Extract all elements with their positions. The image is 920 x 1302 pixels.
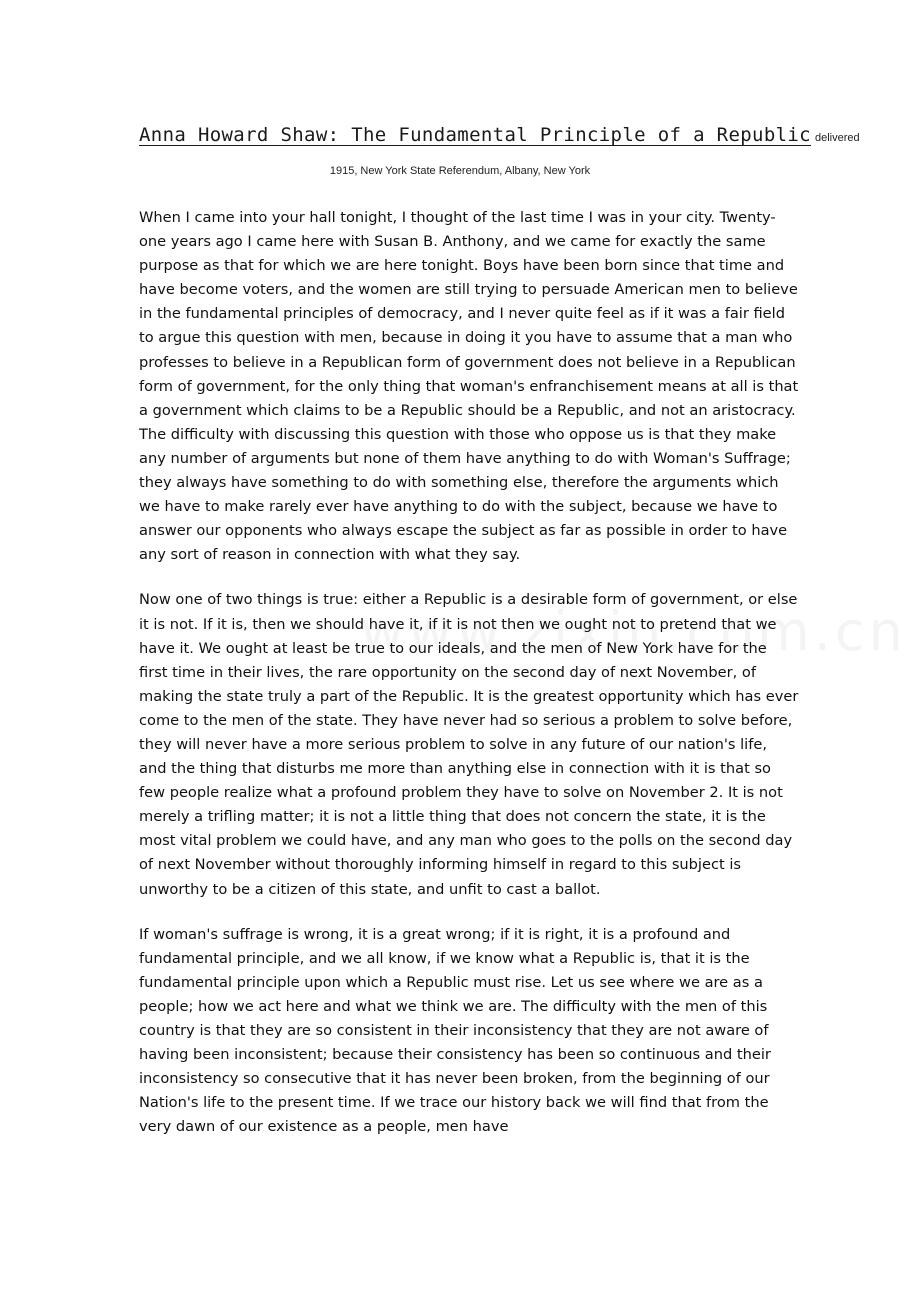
title-suffix: delivered xyxy=(814,132,860,144)
document-subtitle: 1915, New York State Referendum, Albany, New York xyxy=(329,165,591,177)
paragraph: When I came into your hall tonight, I thought of the last time I was in your city. Twenty-one years ago I came here with Susan B. Anthony, and we came for exactly the same purpose as that for which we are here tonight. Boys have been born since that time and have become voters, and the women are still trying to persuade American men to believe in the fundamental principles of democracy, and I never quite feel as if it was a fair field to argue this question with men, because in doing it you have to assume that a man who professes to believe in a Republican form of government does not believe in a Republican form of government, for the only thing that woman's enfranchisement means at all is that a government which claims to be a Republic should be a Republic, and not an aristocracy. The difficulty with discussing this question with those who oppose us is that they make any number of arguments but none of them have anything to do with Woman's Suffrage; they always have something to do with something else, therefore the arguments which we have to make rarely ever have anything to do with the subject, because we have to answer our opponents who always escape the subject as far as possible in order to have any sort of reason in connection with what they say. xyxy=(139,209,799,564)
document-body xyxy=(139,206,799,1160)
title-line xyxy=(139,124,860,146)
paragraph: Now one of two things is true: either a Republic is a desirable form of government, or else it is not. If it is, then we should have it, if it is not then we ought not to pretend that we have it. We ought at least be true to our ideals, and the men of New York have for the first time in their lives, the rare opportunity on the second day of next November, of making the state truly a part of the Republic. It is the greatest opportunity which has ever come to the men of the state. They have never had so serious a problem to solve before, they will never have a more serious problem to solve in any future of our nation's life, and the thing that disturbs me more than anything else in connection with it is that so few people realize what a profound problem they have to solve on November 2. It is not merely a trifling matter; it is not a little thing that does not concern the state, it is the most vital problem we could have, and any man who goes to the polls on the second day of next November without thoroughly informing himself in regard to this subject is unworthy to be a citizen of this state, and unfit to cast a ballot. xyxy=(139,591,799,898)
paragraph: If woman's suffrage is wrong, it is a great wrong; if it is right, it is a profound and fundamental principle, and we all know, if we know what a Republic is, that it is the fundamental principle upon which a Republic must rise. Let us see where we are as a people; how we act here and what we think we are. The difficulty with the men of this country is that they are so consistent in their inconsistency that they are not aware of having been inconsistent; because their consistency has been so continuous and their inconsistency so consecutive that it has never been broken, from the beginning of our Nation's life to the present time. If we trace our history back we will find that from the very dawn of our existence as a people, men have xyxy=(139,925,771,1136)
document-title: Anna Howard Shaw: The Fundamental Principle of a Republic xyxy=(139,124,811,146)
